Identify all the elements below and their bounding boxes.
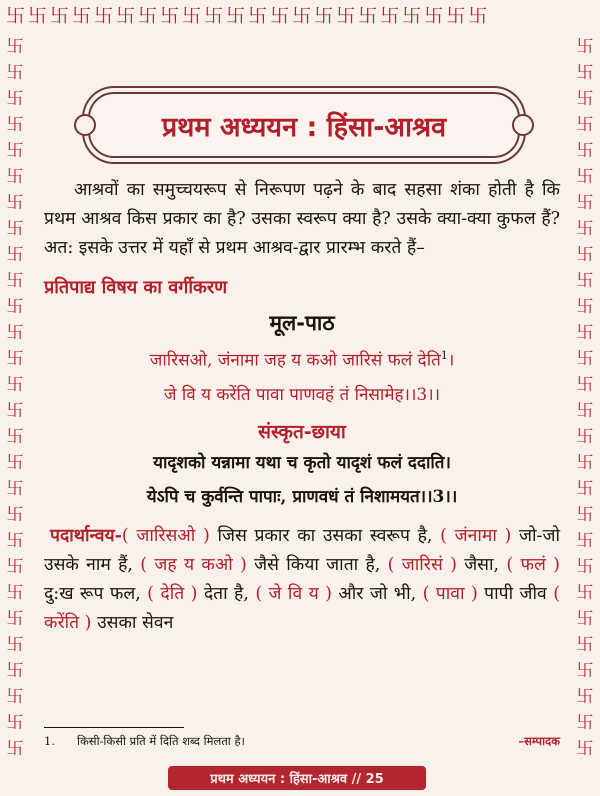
swastik-ornament: 卐: [576, 375, 594, 395]
swastik-ornament: 卐: [576, 687, 594, 707]
swastik-ornament: 卐: [28, 5, 51, 27]
swastik-ornament: 卐: [6, 245, 24, 265]
swastik-ornament: 卐: [576, 141, 594, 161]
swastik-ornament: 卐: [576, 37, 594, 57]
swastik-ornament: 卐: [6, 609, 24, 629]
swastik-ornament: 卐: [226, 5, 249, 27]
mool-path-line-1: [44, 341, 560, 376]
swastik-ornament: 卐: [6, 115, 24, 135]
swastik-ornament: 卐: [292, 5, 315, 27]
mool-path-line-2: जे वि य करेंति पावा पाणवहं तं निसामेह।।3।।: [163, 384, 441, 405]
swastik-ornament: 卐: [6, 323, 24, 343]
swastik-ornament: 卐: [248, 5, 271, 27]
swastik-ornament: 卐: [576, 583, 594, 603]
footer-text: प्रथम अध्ययन : हिंसा-आश्रव // 25: [210, 772, 384, 787]
section-subheading: प्रतिपाद्य विषय का वर्गीकरण: [44, 277, 228, 298]
swastik-ornament: 卐: [336, 5, 359, 27]
term: ( जे वि य ): [255, 583, 332, 604]
padarthanvay-paragraph: [44, 522, 560, 638]
main-content: [44, 176, 560, 638]
swastik-ornament: 卐: [576, 479, 594, 499]
swastik-ornament: 卐: [270, 5, 293, 27]
swastik-ornament: 卐: [204, 5, 227, 27]
swastik-ornament: 卐: [116, 5, 139, 27]
footnote-body: [44, 734, 245, 749]
running-footer: [168, 766, 426, 790]
swastik-ornament: 卐: [576, 89, 594, 109]
swastik-ornament: 卐: [576, 713, 594, 733]
swastik-ornament: 卐: [160, 5, 183, 27]
swastik-ornament: 卐: [6, 505, 24, 525]
term: ( जह य कओ ): [140, 554, 247, 575]
swastik-ornament: 卐: [6, 89, 24, 109]
swastik-ornament: 卐: [468, 5, 491, 27]
swastik-ornament: 卐: [6, 297, 24, 317]
swastik-ornament: 卐: [6, 375, 24, 395]
swastik-ornament: 卐: [6, 427, 24, 447]
term: ( पावा ): [422, 583, 478, 604]
swastik-ornament: 卐: [6, 531, 24, 551]
swastik-ornament: 卐: [6, 739, 24, 759]
term: ( जारिसओ ): [121, 525, 210, 546]
swastik-ornament: 卐: [576, 271, 594, 291]
swastik-ornament: 卐: [6, 401, 24, 421]
swastik-ornament: 卐: [6, 271, 24, 291]
intro-paragraph: आश्रवों का समुच्चयरूप से निरूपण पढ़ने के बाद सहसा शंका होती है कि प्रथम आश्रव किस प्रकार का है? उसका स्वरूप क्या है? उसके क्या-क्या कुफल हैं? अत: इसके उत्तर में यहाँ से प्रथम आश्रव-द्वार प्रारम्भ करते हैं–: [44, 180, 560, 258]
term: ( जंनामा ): [440, 525, 512, 546]
top-border: [0, 4, 600, 28]
footnote-text: किसी-किसी प्रति में दिति शब्द मिलता है।: [76, 734, 245, 748]
swastik-ornament: 卐: [576, 505, 594, 525]
footnote-editor: –सम्पादक: [518, 734, 560, 748]
swastik-ornament: 卐: [576, 739, 594, 759]
swastik-ornament: 卐: [576, 531, 594, 551]
swastik-ornament: 卐: [576, 323, 594, 343]
footnote: [44, 734, 560, 749]
footnote-marker: 1: [440, 349, 448, 362]
swastik-ornament: 卐: [6, 661, 24, 681]
sanskrit-line-2: येऽपि च कुर्वन्ति पापाः, प्राणवधं तं निशामयत।।3।।: [146, 486, 458, 507]
swastik-ornament: 卐: [576, 401, 594, 421]
swastik-ornament: 卐: [72, 5, 95, 27]
meaning: जो-जो उसके नाम हैं,: [44, 525, 560, 575]
swastik-ornament: 卐: [576, 193, 594, 213]
swastik-ornament: 卐: [380, 5, 403, 27]
swastik-ornament: 卐: [576, 635, 594, 655]
chapter-title: प्रथम अध्ययन : हिंसा-आश्रव: [161, 111, 447, 143]
meaning: पापी जीव: [477, 583, 554, 604]
left-border: [2, 34, 28, 760]
swastik-ornament: 卐: [50, 5, 73, 27]
swastik-ornament: 卐: [6, 583, 24, 603]
swastik-ornament: 卐: [424, 5, 447, 27]
swastik-ornament: 卐: [314, 5, 337, 27]
swastik-ornament: 卐: [6, 63, 24, 83]
swastik-ornament: 卐: [6, 479, 24, 499]
swastik-ornament: 卐: [6, 713, 24, 733]
sanskrit-chhaya-heading: संस्कृत-छाया: [258, 420, 346, 443]
mool-path-line-1-end: ।: [447, 350, 455, 371]
meaning: और जो भी,: [331, 583, 423, 604]
title-cartouche: [88, 92, 520, 158]
term: ( देति ): [147, 583, 198, 604]
swastik-ornament: 卐: [576, 609, 594, 629]
swastik-ornament: 卐: [576, 349, 594, 369]
swastik-ornament: 卐: [6, 219, 24, 239]
swastik-ornament: 卐: [576, 63, 594, 83]
swastik-ornament: 卐: [6, 5, 29, 27]
swastik-ornament: 卐: [358, 5, 381, 27]
swastik-ornament: 卐: [576, 661, 594, 681]
swastik-ornament: 卐: [576, 245, 594, 265]
swastik-ornament: 卐: [402, 5, 425, 27]
swastik-ornament: 卐: [6, 635, 24, 655]
right-border: [572, 34, 598, 760]
meaning: जिस प्रकार का उसका स्वरूप है,: [209, 525, 441, 546]
term: ( जारिसं ): [387, 554, 457, 575]
footnote-number: 1.: [44, 734, 55, 748]
swastik-ornament: 卐: [6, 453, 24, 473]
swastik-ornament: 卐: [576, 453, 594, 473]
sanskrit-line-1: यादृशको यन्नामा यथा च कृतो यादृशं फलं ददाति।: [153, 452, 451, 473]
swastik-ornament: 卐: [6, 141, 24, 161]
meaning: जैसे किया जाता है,: [246, 554, 388, 575]
swastik-ornament: 卐: [6, 167, 24, 187]
swastik-ornament: 卐: [94, 5, 117, 27]
padarthanvay-label: पदार्थान्वय-: [50, 525, 122, 546]
meaning: उसका सेवन: [91, 612, 174, 633]
term: ( करेंति ): [44, 583, 561, 633]
swastik-ornament: 卐: [182, 5, 205, 27]
mool-path-heading: मूल-पाठ: [269, 311, 335, 335]
swastik-ornament: 卐: [6, 37, 24, 57]
swastik-ornament: 卐: [576, 427, 594, 447]
footnote-divider: [44, 727, 184, 728]
meaning: देता है,: [197, 583, 256, 604]
swastik-ornament: 卐: [576, 557, 594, 577]
term: ( फलं ): [506, 554, 560, 575]
meaning: जैसा,: [456, 554, 507, 575]
mool-path-line-1-text: जारिसओ, जंनामा जह य कओ जारिसं फलं देति: [149, 350, 441, 371]
swastik-ornament: 卐: [6, 349, 24, 369]
swastik-ornament: 卐: [576, 167, 594, 187]
meaning: दु:ख रूप फल,: [44, 583, 148, 604]
swastik-ornament: 卐: [446, 5, 469, 27]
swastik-ornament: 卐: [138, 5, 161, 27]
swastik-ornament: 卐: [576, 297, 594, 317]
swastik-ornament: 卐: [576, 115, 594, 135]
swastik-ornament: 卐: [6, 193, 24, 213]
swastik-ornament: 卐: [6, 687, 24, 707]
swastik-ornament: 卐: [576, 219, 594, 239]
swastik-ornament: 卐: [6, 557, 24, 577]
